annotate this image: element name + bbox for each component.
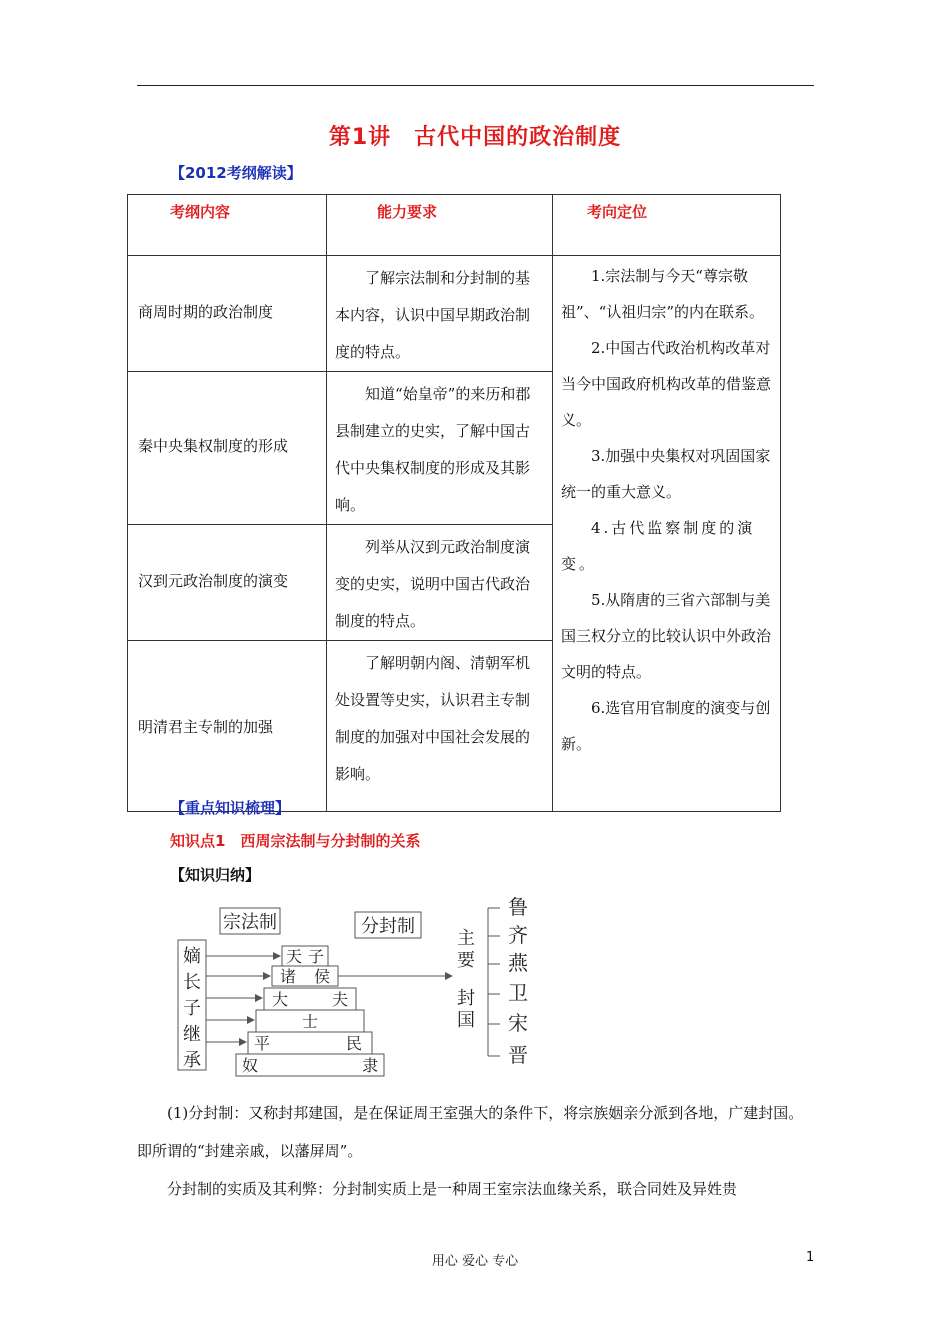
topic-cell: 商周时期的政治制度 xyxy=(128,256,327,372)
succession-char: 长 xyxy=(183,972,201,993)
main-label-char: 封 xyxy=(457,988,475,1009)
ability-cell: 了解明朝内阁、清朝军机处设置等史实，认识君主专制制度的加强对中国社会发展的影响。 xyxy=(327,641,553,812)
table-header-row xyxy=(128,195,781,256)
main-label-char: 国 xyxy=(457,1010,475,1031)
level-char: 天 xyxy=(285,947,303,966)
paragraph: 分封制的实质及其利弊：分封制实质上是一种周王室宗法血缘关系，联合同姓及异姓贵 xyxy=(167,1180,738,1198)
topic-cell: 秦中央集权制度的形成 xyxy=(128,372,327,525)
direction-item: 1.宗法制与今天“尊宗敬祖”、“认祖归宗”的内在联系。 xyxy=(561,267,765,321)
section-key-heading: 【重点知识梳理】 xyxy=(170,799,291,817)
state-jin: 晋 xyxy=(508,1043,528,1067)
main-label-char: 主 xyxy=(457,928,475,949)
zongfa-fenfeng-diagram xyxy=(170,892,540,1082)
header-direction: 考向定位 xyxy=(553,195,781,256)
topic-cell: 汉到元政治制度的演变 xyxy=(128,525,327,641)
topic-cell: 明清君主专制的加强 xyxy=(128,641,327,812)
direction-item: 5.从隋唐的三省六部制与美国三权分立的比较认识中外政治文明的特点。 xyxy=(561,591,772,681)
level-char: 隶 xyxy=(361,1056,379,1075)
level-char: 民 xyxy=(345,1034,363,1053)
level-char: 子 xyxy=(307,947,325,966)
page-footer: 用心 爱心 专心 xyxy=(431,1254,519,1269)
section-summary-heading: 【知识归纳】 xyxy=(170,866,261,884)
level-char: 侯 xyxy=(313,967,331,986)
succession-char: 子 xyxy=(183,998,201,1019)
direction-item: 3.加强中央集权对巩固国家统一的重大意义。 xyxy=(561,447,771,501)
direction-cell xyxy=(553,256,781,812)
direction-item: 6.选官用官制度的演变与创新。 xyxy=(561,699,771,753)
ability-cell: 了解宗法制和分封制的基本内容，认识中国早期政治制度的特点。 xyxy=(327,256,553,372)
state-wei: 卫 xyxy=(508,981,528,1005)
main-label-char: 要 xyxy=(457,950,475,971)
page-title: 第1讲 古代中国的政治制度 xyxy=(328,125,622,150)
state-qi: 齐 xyxy=(508,923,528,947)
direction-item: 2.中国古代政治机构改革对当今中国政府机构改革的借鉴意义。 xyxy=(561,339,772,429)
knowledge-point-heading: 知识点1 西周宗法制与分封制的关系 xyxy=(170,832,421,850)
level-char: 诸 xyxy=(279,967,297,986)
fenfeng-label: 分封制 xyxy=(361,916,415,937)
paragraph: (1)分封制：又称封邦建国，是在保证周王室强大的条件下，将宗族姻亲分派到各地，广建封国。即所谓的“封建亲戚，以藩屏周”。 xyxy=(137,1104,804,1160)
table-row xyxy=(128,256,781,372)
body-text xyxy=(137,1094,817,1208)
succession-char: 承 xyxy=(183,1050,201,1071)
header-ability: 能力要求 xyxy=(327,195,553,256)
level-char: 士 xyxy=(301,1012,319,1031)
header-rule xyxy=(137,85,814,86)
succession-char: 嫡 xyxy=(183,946,201,967)
succession-char: 继 xyxy=(183,1024,201,1045)
zongfa-label: 宗法制 xyxy=(223,912,277,933)
level-char: 奴 xyxy=(241,1056,259,1075)
section-outline-heading: 【2012考纲解读】 xyxy=(170,164,302,182)
state-song: 宋 xyxy=(508,1011,528,1035)
ability-cell: 列举从汉到元政治制度演变的史实，说明中国古代政治制度的特点。 xyxy=(327,525,553,641)
state-yan: 燕 xyxy=(508,951,528,975)
outline-table xyxy=(127,194,781,812)
level-char: 夫 xyxy=(331,990,349,1009)
direction-item: 4.古代监察制度的演变。 xyxy=(561,519,756,573)
ability-cell: 知道“始皇帝”的来历和郡县制建立的史实，了解中国古代中央集权制度的形成及其影响。 xyxy=(327,372,553,525)
state-lu: 鲁 xyxy=(508,895,528,919)
page-number: 1 xyxy=(806,1250,815,1265)
header-content: 考纲内容 xyxy=(128,195,327,256)
level-char: 大 xyxy=(271,990,289,1009)
level-char: 平 xyxy=(253,1034,271,1053)
